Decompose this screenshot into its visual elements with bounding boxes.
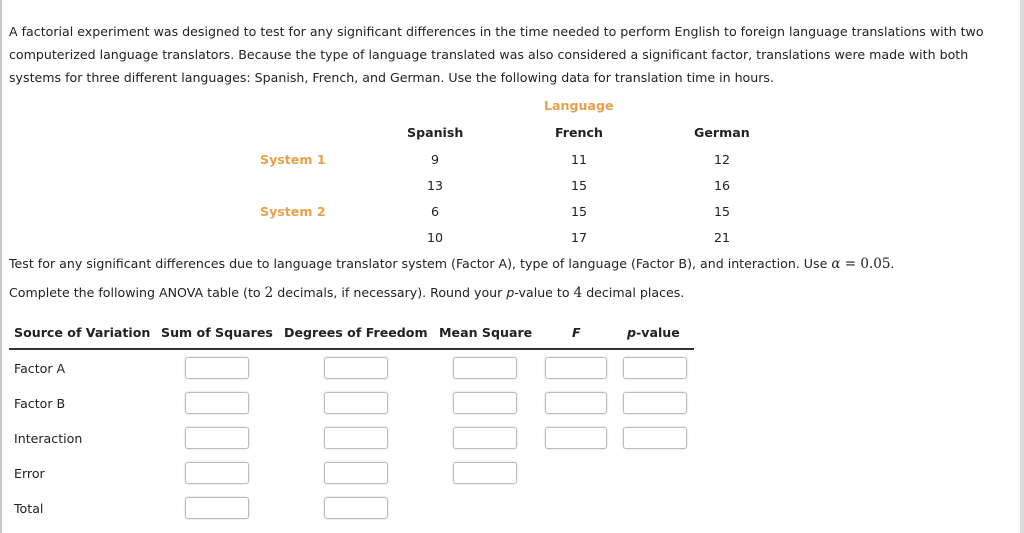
data-cell: 21: [713, 230, 731, 245]
data-cell: 15: [713, 204, 731, 219]
intro-line-1: A factorial experiment was designed to test for any significant differences in the time needed to perform English to foreign language translations with two: [9, 24, 984, 39]
row-label-system-2: System 2: [260, 204, 326, 219]
interaction-ms-input[interactable]: [453, 427, 517, 449]
header-p-value: p-value: [627, 325, 680, 340]
factor-a-p-input[interactable]: [623, 357, 687, 379]
total-df-input[interactable]: [324, 497, 388, 519]
header-degrees-of-freedom: Degrees of Freedom: [284, 325, 428, 340]
intro-line-3: systems for three different languages: Spanish, French, and German. Use the following data for translation time in hours.: [9, 70, 774, 85]
factor-a-f-input[interactable]: [545, 357, 607, 379]
row-label-interaction: Interaction: [14, 431, 83, 446]
intro-line-2: computerized language translators. Because the type of language translated was also considered a significant factor, translations were made with both: [9, 47, 969, 62]
data-cell: 16: [713, 178, 731, 193]
interaction-p-input[interactable]: [623, 427, 687, 449]
factor-b-f-input[interactable]: [545, 392, 607, 414]
header-sum-of-squares: Sum of Squares: [161, 325, 273, 340]
data-cell: 10: [426, 230, 444, 245]
test-instruction: Test for any significant differences due to language translator system (Factor A), type of language (Factor B), and interaction. Use α = 0.05.: [9, 256, 895, 272]
alpha-symbol: α: [831, 256, 841, 272]
header-divider: [9, 348, 694, 350]
error-df-input[interactable]: [324, 462, 388, 484]
row-label-system-1: System 1: [260, 152, 326, 167]
row-label-total: Total: [14, 501, 44, 516]
factor-b-p-input[interactable]: [623, 392, 687, 414]
row-label-factor-b: Factor B: [14, 396, 66, 411]
row-label-error: Error: [14, 466, 45, 481]
header-mean-square: Mean Square: [439, 325, 533, 340]
header-f: F: [572, 325, 581, 340]
complete-instruction: Complete the following ANOVA table (to 2 decimals, if necessary). Round your p-value to 4 decimal places.: [9, 285, 685, 301]
total-ss-input[interactable]: [185, 497, 249, 519]
factor-b-df-input[interactable]: [324, 392, 388, 414]
left-border: [0, 0, 2, 533]
column-header-french: French: [555, 125, 603, 140]
data-cell: 13: [426, 178, 444, 193]
interaction-ss-input[interactable]: [185, 427, 249, 449]
factor-a-ms-input[interactable]: [453, 357, 517, 379]
data-cell: 12: [713, 152, 731, 167]
interaction-f-input[interactable]: [545, 427, 607, 449]
column-header-spanish: Spanish: [407, 125, 464, 140]
error-ms-input[interactable]: [453, 462, 517, 484]
data-cell: 9: [430, 152, 439, 167]
factor-b-label: Language: [544, 98, 614, 113]
error-ss-input[interactable]: [185, 462, 249, 484]
data-cell: 17: [570, 230, 588, 245]
row-label-factor-a: Factor A: [14, 361, 66, 376]
interaction-df-input[interactable]: [324, 427, 388, 449]
factor-a-df-input[interactable]: [324, 357, 388, 379]
data-cell: 11: [570, 152, 588, 167]
factor-b-ss-input[interactable]: [185, 392, 249, 414]
header-source: Source of Variation: [14, 325, 151, 340]
data-cell: 6: [430, 204, 439, 219]
factor-a-ss-input[interactable]: [185, 357, 249, 379]
right-border: [1020, 0, 1024, 533]
factor-b-ms-input[interactable]: [453, 392, 517, 414]
column-header-german: German: [694, 125, 750, 140]
data-cell: 15: [570, 204, 588, 219]
problem-intro: [9, 20, 1009, 89]
data-cell: 15: [570, 178, 588, 193]
